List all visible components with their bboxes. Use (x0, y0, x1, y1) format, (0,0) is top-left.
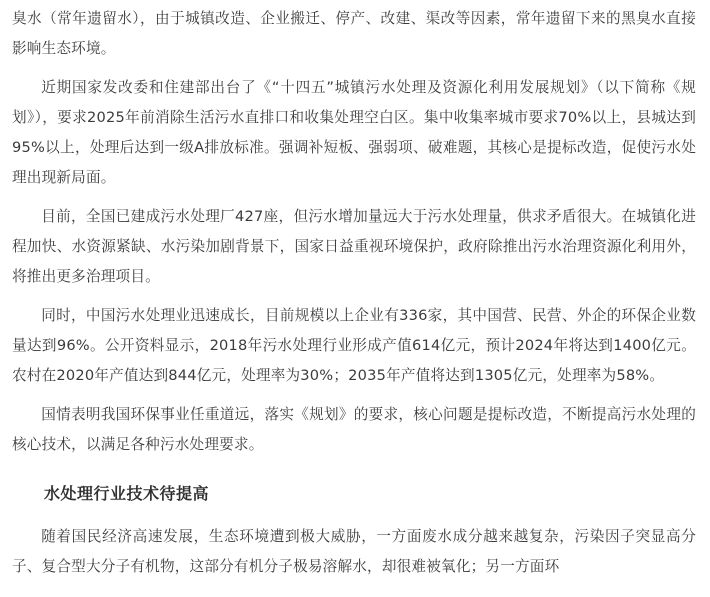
section-heading: 水处理行业技术待提高 (44, 484, 210, 503)
paragraph-spacer (0, 64, 710, 73)
document-block-6 (0, 522, 710, 582)
paragraph-text: 近期国家发改委和住建部出台了《“十四五”城镇污水处理及资源化利用发展规划》（以下简称《规划》），要求2025年前消除生活污水直排口和收集处理空白区。集中收集率城市要求70%以上，县城达到95%以上，处理后达到一级A排放标准。强调补短板、强弱项、破难题，其核心是提标改造，促使污水处理出现新局面。 (12, 79, 696, 186)
paragraph-spacer (0, 391, 710, 400)
paragraph-spacer (0, 193, 710, 202)
paragraph-text: 随着国民经济高速发展，生态环境遭到极大威胁，一方面废水成分越来越复杂，污染因子突显高分子、复合型大分子有机物，这部分有机分子极易溶解水，却很难被氧化；另一方面环 (12, 528, 696, 575)
document-block-1 (0, 73, 710, 193)
paragraph-text: 同时，中国污水处理业迅速成长，目前规模以上企业有336家，其中国营、民营、外企的环保企业数量达到96%。公开资料显示，2018年污水处理行业形成产值614亿元，预计2024年将达到1400亿元。农村在2020年产值达到844亿元，处理率为30%；2035年产值将达到1305亿元，处理率为58%。 (12, 307, 696, 384)
section-spacer (0, 460, 710, 480)
document-block-0 (0, 0, 710, 64)
paragraph-spacer (0, 292, 710, 301)
paragraph-text: 国情表明我国环保事业任重道远，落实《规划》的要求，核心问题是提标改造，不断提高污水处理的核心技术，以满足各种污水处理要求。 (12, 406, 696, 453)
paragraph-text: 目前，全国已建成污水处理厂427座，但污水增加量远大于污水处理量，供求矛盾很大。在城镇化进程加快、水资源紧缺、水污染加剧背景下，国家日益重视环境保护，政府除推出污水治理资源化利用外，将推出更多治理项目。 (12, 208, 696, 285)
section-spacer (0, 508, 710, 522)
paragraph-text: 臭水（常年遗留水），由于城镇改造、企业搬迁、停产、改建、渠改等因素，常年遗留下来的黑臭水直接影响生态环境。 (12, 10, 696, 57)
document-block-3 (0, 301, 710, 391)
document-block-5 (0, 480, 710, 508)
document-block-4 (0, 400, 710, 460)
document-block-2 (0, 202, 710, 292)
